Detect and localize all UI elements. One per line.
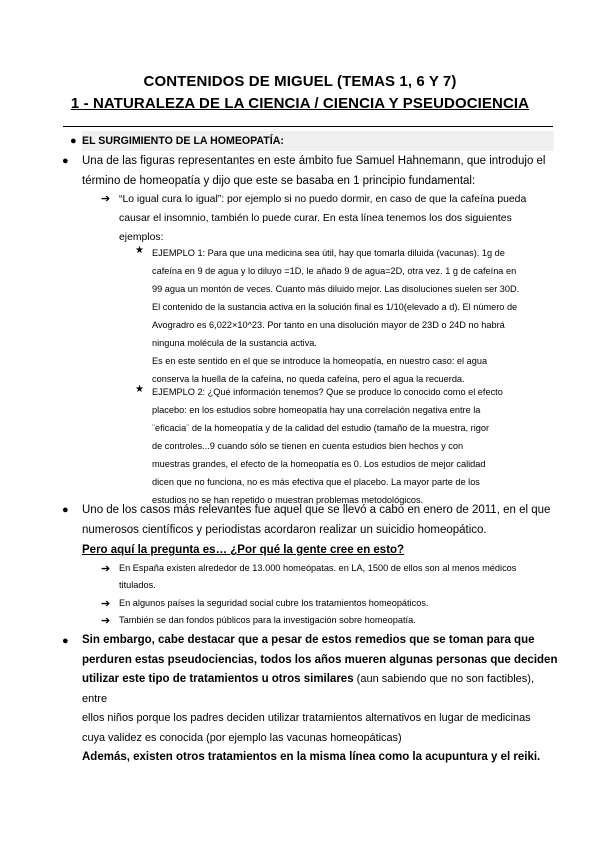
text-line: dicen que no funciona, no es más efectiva que el placebo. La mayor parte de los — [152, 477, 480, 487]
text-bold-span: utilizar este tipo de tratamientos u otros similares — [82, 673, 354, 685]
text-line: muestras grandes, el efecto de la homeopatía es 0. Los estudios de mejor calidad — [152, 459, 486, 469]
text-line: Es en este sentido en el que se introduce la homeopatía, en nuestro caso: el agua — [152, 356, 488, 366]
text-span: (aun sabiendo que no son factibles), entre — [82, 673, 535, 705]
text-line: 99 agua un montón de veces. Cuanto más diluido mejor. Las disoluciones suelen ser 30D. — [152, 284, 520, 294]
example-2 — [152, 383, 556, 509]
bullet-dot-icon: ● — [70, 135, 77, 147]
example-1 — [152, 244, 556, 388]
arrow-item-espana — [119, 560, 559, 594]
text-line: cafeína en 9 de agua y lo diluyo =1D, le añado 9 de agua=2D, otra vez. 1 g de cafeína en — [152, 266, 517, 276]
arrow-icon: ➔ — [101, 563, 111, 575]
text-line: Además, existen otros tratamientos en la misma línea como la acupuntura y el reiki. — [82, 751, 541, 763]
arrow-icon: ➔ — [101, 598, 111, 610]
text-line: de controles...9 cuando sólo se tienen en cuenta estudios bien hechos y con — [152, 441, 464, 451]
text-line: “Lo igual cura lo igual”: por ejemplo si no puedo dormir, en caso de que la cafeína pueda — [119, 194, 527, 205]
text-line: En España existen alrededor de 13.000 homeópatas. en LA, 1500 de ellos son al menos médicos — [119, 563, 517, 573]
text-line: placebo: en los estudios sobre homeopatía hay una correlación negativa entre la — [152, 405, 481, 415]
text-line: El contenido de la sustancia activa en la solución final es 1/10(elevado a d). El número de — [152, 302, 518, 312]
text-line: ¨eficacia¨ de la homeopatía y de la calidad del estudio (tamaño de la muestra, rigor — [152, 423, 490, 433]
arrow-icon: ➔ — [101, 193, 111, 205]
text-line: titulados. — [119, 580, 156, 590]
text-line: Uno de los casos más relevantes fue aquel que se llevó a cabo en enero de 2011, en el que — [82, 504, 551, 516]
header-divider — [63, 126, 553, 127]
paragraph-hahnemann — [82, 151, 554, 191]
text-line: Una de las figuras representantes en este ámbito fue Samuel Hahnemann, que introdujo el — [82, 155, 546, 167]
arrow-icon: ➔ — [101, 615, 111, 627]
document-subtitle: 1 - NATURALEZA DE LA CIENCIA / CIENCIA Y PSEUDOCIENCIA — [70, 95, 530, 112]
arrow-item-principle — [119, 190, 555, 247]
arrow-item-fondos-publicos: También se dan fondos públicos para la investigación sobre homeopatía. — [119, 615, 416, 625]
text-line: numerosos científicos y periodistas acordaron realizar un suicidio homeopático. — [82, 524, 487, 536]
paragraph-suicidio-homeopatico — [82, 500, 554, 540]
text-line: ninguna molécula de la sustancia activa. — [152, 338, 317, 348]
text-line: Avogradro es 6,022×10^23. Por tanto en una disolución mayor de 23D o 24D no habrá — [152, 320, 505, 330]
bullet-dot-icon: ● — [62, 635, 69, 647]
arrow-item-seguridad-social: En algunos países la seguridad social cubre los tratamientos homeopáticos. — [119, 598, 429, 608]
text-line: perduren estas pseudociencias, todos los años mueren algunas personas que deciden — [82, 653, 558, 666]
text-line: término de homeopatía y dijo que este se basaba en 1 principio fundamental: — [82, 175, 476, 187]
text-line: ellos niños porque los padres deciden utilizar tratamientos alternativos en lugar de medicinas — [82, 712, 531, 724]
text-line: cuya validez es conocida (por ejemplo las vacunas homeopáticas) — [82, 731, 402, 744]
paragraph-conclusion — [82, 631, 560, 768]
text-line: EJEMPLO 2: ¿Qué información tenemos? Que se produce lo conocido como el efecto — [152, 387, 503, 397]
text-line — [82, 670, 560, 709]
section-heading: EL SURGIMIENTO DE LA HOMEOPATÍA: — [82, 131, 554, 151]
question-heading: Pero aquí la pregunta es… ¿Por qué la gente cree en esto? — [82, 544, 405, 556]
document-title: CONTENIDOS DE MIGUEL (TEMAS 1, 6 Y 7) — [143, 73, 457, 90]
star-icon: ★ — [135, 245, 144, 256]
bullet-dot-icon: ● — [62, 504, 69, 516]
text-line: estudios no se han repetido o muestran problemas metodológicos. — [152, 495, 424, 505]
text-line: EJEMPLO 1: Para que una medicina sea útil, hay que tomarla diluida (vacunas). 1g de — [152, 248, 505, 258]
text-line: causar el insomnio, también lo puede curar. En esta línea tenemos los dos siguientes — [119, 213, 512, 224]
star-icon: ★ — [135, 384, 144, 395]
text-line: Sin embargo, cabe destacar que a pesar de estos remedios que se toman para que — [82, 634, 535, 646]
text-line: conserva la huella de la cafeína, no queda cafeína, pero el agua la recuerda. — [152, 374, 465, 384]
text-line: ejemplos: — [119, 232, 164, 243]
bullet-dot-icon: ● — [62, 155, 69, 167]
